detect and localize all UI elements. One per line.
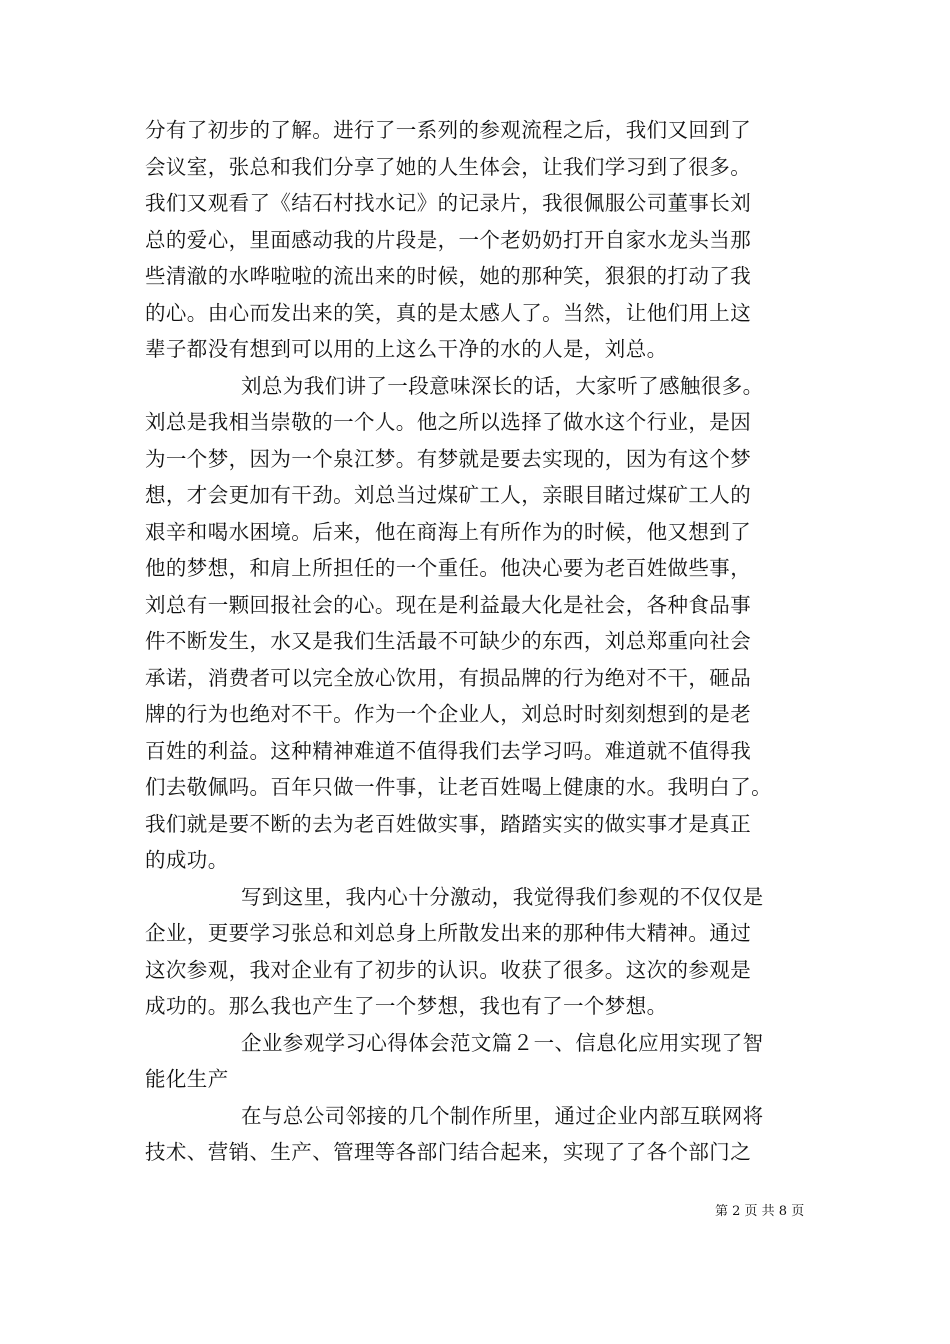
text-line: 技术、营销、生产、管理等各部门结合起来，实现了了各个部门之 [145,1140,752,1164]
text-line: 刘总是我相当崇敬的一个人。他之所以选择了做水这个行业，是因 [145,410,752,434]
text-line: 总的爱心，里面感动我的片段是，一个老奶奶打开自家水龙头当那 [145,227,752,252]
text-line: 这次参观，我对企业有了初步的认识。收获了很多。这次的参观是 [145,957,752,982]
text-line: 企业，更要学习张总和刘总身上所散发出来的那种伟大精神。通过 [145,921,752,945]
text-line: 的心。由心而发出来的笑，真的是太感人了。当然，让他们用上这 [145,300,752,325]
text-line: 牌的行为也绝对不干。作为一个企业人，刘总时时刻刻想到的是老 [145,702,752,726]
text-line: 辈子都没有想到可以用的上这么干净的水的人是，刘总。 [145,337,668,361]
text-line: 他的梦想，和肩上所担任的一个重任。他决心要为老百姓做些事， [145,556,752,580]
text-line: 我们就是要不断的去为老百姓做实事，踏踏实实的做实事才是真正 [145,811,752,836]
text-line: 为一个梦，因为一个泉江梦。有梦就是要去实现的，因为有这个梦 [145,446,752,471]
text-line: 成功的。那么我也产生了一个梦想，我也有了一个梦想。 [145,994,668,1018]
text-line: 能化生产 [145,1067,229,1091]
text-line: 艰辛和喝水困境。后来，他在商海上有所作为的时候，他又想到了 [145,519,752,544]
text-line: 的成功。 [145,848,229,872]
text-line: 件不断发生，水又是我们生活最不可缺少的东西，刘总郑重向社会 [145,629,752,653]
text-line: 分有了初步的了解。进行了一系列的参观流程之后，我们又回到了 [145,118,752,142]
text-line: 企业参观学习心得体会范文篇２一、信息化应用实现了智 [241,1030,764,1055]
text-line: 百姓的利益。这种精神难道不值得我们去学习吗。难道就不值得我 [145,738,752,763]
text-line: 在与总公司邻接的几个制作所里，通过企业内部互联网将 [241,1103,764,1128]
text-line: 些清澈的水哗啦啦的流出来的时候，她的那种笑，狠狠的打动了我 [145,264,752,288]
text-line: 们去敬佩吗。百年只做一件事，让老百姓喝上健康的水。我明白了。 [145,775,772,799]
text-line: 承诺，消费者可以完全放心饮用，有损品牌的行为绝对不干，砸品 [145,665,752,690]
text-line: 会议室，张总和我们分享了她的人生体会，让我们学习到了很多。 [145,154,752,179]
document-body [145,112,810,1171]
text-line: 想，才会更加有干劲。刘总当过煤矿工人，亲眼目睹过煤矿工人的 [145,483,752,507]
page-number-footer: 第 2 页 共 8 页 [715,1204,805,1219]
text-line: 写到这里，我内心十分激动，我觉得我们参观的不仅仅是 [241,884,764,909]
text-line: 我们又观看了《结石村找水记》的记录片，我很佩服公司董事长刘 [145,191,752,215]
text-line: 刘总有一颗回报社会的心。现在是利益最大化是社会，各种食品事 [145,592,752,617]
text-line: 刘总为我们讲了一段意味深长的话，大家听了感触很多。 [241,373,764,398]
